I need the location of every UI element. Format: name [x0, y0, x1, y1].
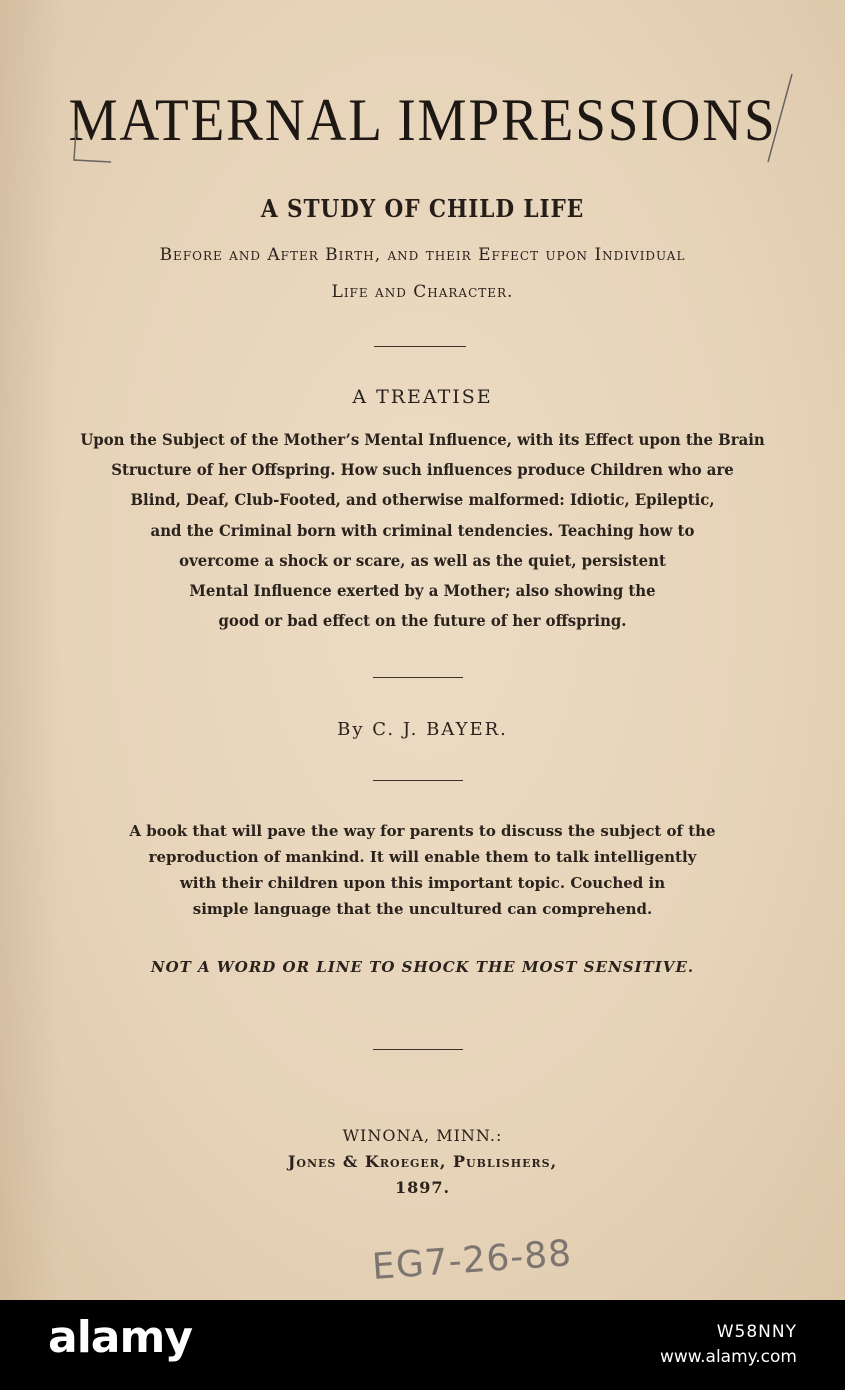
alamy-logo: alamy — [48, 1312, 192, 1363]
treatise-heading: A TREATISE — [352, 386, 493, 408]
treatise-line-3: Blind, Deaf, Club-Footed, and otherwise malformed: Idiotic, Epileptic, — [130, 490, 715, 509]
treatise-line-5: overcome a shock or scare, as well as the quiet, persistent — [179, 551, 666, 570]
divider-rule — [373, 677, 463, 678]
blurb-line-4: simple language that the uncultured can comprehend. — [192, 900, 653, 918]
warning-line: NOT A WORD OR LINE TO SHOCK THE MOST SENSITIVE. — [150, 958, 695, 976]
blurb-line-3: with their children upon this important topic. Couched in — [179, 874, 666, 892]
treatise-line-7: good or bad effect on the future of her offspring. — [218, 611, 627, 630]
treatise-line-1: Upon the Subject of the Mother’s Mental Influence, with its Effect upon the Brain — [80, 430, 765, 449]
imprint-publisher: Jones & Kroeger, Publishers, — [287, 1152, 558, 1171]
site-url: www.alamy.com — [659, 1347, 797, 1367]
book-title: MATERNAL IMPRESSIONS — [68, 87, 777, 153]
treatise-line-4: and the Criminal born with criminal tendencies. Teaching how to — [150, 521, 695, 540]
author-line: By C. J. BAYER. — [337, 719, 508, 740]
handwritten-catalog-mark: EG7-26-88 — [370, 1233, 574, 1288]
divider-rule — [373, 1049, 463, 1050]
divider-rule — [374, 346, 466, 347]
subtitle-line-2: Life and Character. — [331, 282, 514, 302]
book-subtitle: A STUDY OF CHILD LIFE — [260, 194, 585, 223]
pencil-mark-left — [66, 100, 116, 170]
blurb-line-2: reproduction of mankind. It will enable them to talk intelligently — [148, 848, 697, 866]
treatise-line-2: Structure of her Offspring. How such influences produce Children who are — [111, 460, 734, 479]
image-id: W58NNY — [716, 1322, 797, 1342]
blurb-line-1: A book that will pave the way for parents to discuss the subject of the — [129, 822, 716, 840]
divider-rule — [373, 780, 463, 781]
pencil-mark-right — [760, 70, 800, 170]
treatise-line-6: Mental Influence exerted by a Mother; also showing the — [189, 581, 656, 600]
imprint-place: WINONA, MINN.: — [342, 1126, 503, 1145]
imprint-year: 1897. — [394, 1178, 451, 1197]
subtitle-line-1: Before and After Birth, and their Effect upon Individual — [159, 245, 686, 265]
